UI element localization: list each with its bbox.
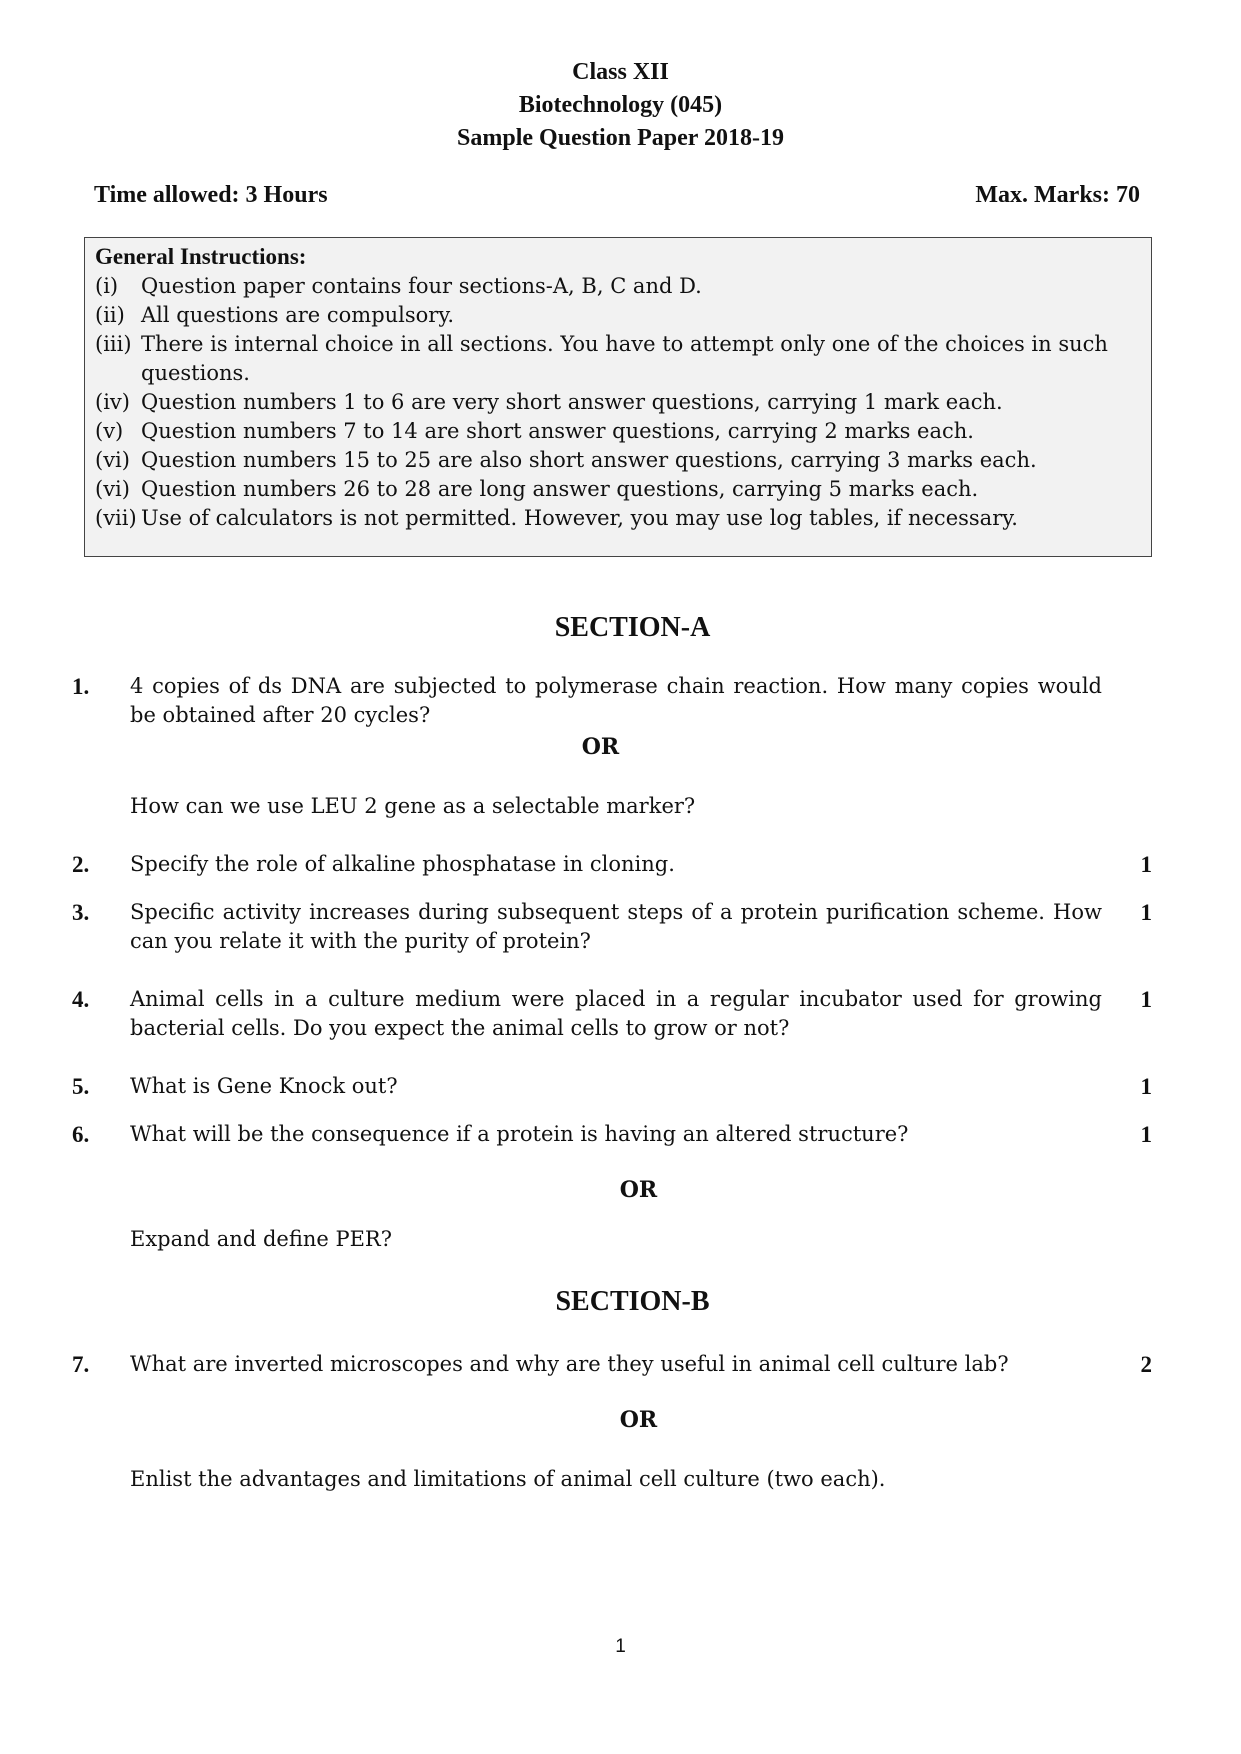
class-title: Class XII (572, 59, 669, 85)
question-marks (1102, 672, 1152, 730)
question-number: 5. (72, 1074, 90, 1099)
question-2 (72, 850, 1152, 879)
question-number: 3. (72, 900, 90, 925)
question-text: Animal cells in a culture medium were placed in a regular incubator used for growing bacterial cells. Do you expect the animal cells to grow or not? (130, 987, 1102, 1040)
instruction-text: Question paper contains four sections-A, B, C and D. (141, 274, 702, 298)
instruction-item (95, 388, 1141, 417)
instruction-number: (v) (95, 419, 124, 443)
question-4 (72, 985, 1152, 1043)
question-marks: 1 (1140, 852, 1152, 877)
section-a-title: SECTION-A (554, 612, 711, 643)
instruction-item (95, 475, 1141, 504)
question-text: 4 copies of ds DNA are subjected to polymerase chain reaction. How many copies would be obtained after 20 cycles? (130, 674, 1102, 727)
question-number: 4. (72, 987, 90, 1012)
instruction-item (95, 301, 1141, 330)
question-text: Specify the role of alkaline phosphatase in cloning. (130, 852, 675, 876)
question-text: What will be the consequence if a protein is having an altered structure? (130, 1122, 909, 1146)
question-1 (72, 672, 1152, 730)
question-marks: 2 (1140, 1352, 1152, 1377)
alternative-question: Expand and define PER? (130, 1227, 392, 1251)
instruction-number: (iv) (95, 390, 130, 414)
instruction-text: There is internal choice in all sections. You have to attempt only one of the choices in such questions. (141, 332, 1108, 385)
question-text: Specific activity increases during subsequent steps of a protein purification scheme. How can you relate it with the purity of protein? (130, 900, 1102, 953)
instruction-text: Question numbers 7 to 14 are short answer questions, carrying 2 marks each. (141, 419, 974, 443)
instruction-item (95, 446, 1141, 475)
time-allowed: Time allowed: 3 Hours (94, 182, 328, 208)
section-b-title: SECTION-B (555, 1286, 710, 1317)
alternative-question: How can we use LEU 2 gene as a selectable marker? (130, 794, 696, 818)
max-marks: Max. Marks: 70 (975, 182, 1140, 208)
instruction-text: Question numbers 26 to 28 are long answer questions, carrying 5 marks each. (141, 477, 979, 501)
question-3 (72, 898, 1152, 956)
question-number: 1. (72, 674, 90, 699)
instruction-text: Question numbers 1 to 6 are very short answer questions, carrying 1 mark each. (141, 390, 1003, 414)
question-7 (72, 1350, 1152, 1379)
or-separator: OR (619, 1177, 658, 1203)
question-marks: 1 (1140, 987, 1152, 1012)
instructions-title: General Instructions: (95, 244, 307, 269)
instruction-item (95, 417, 1141, 446)
instruction-number: (vi) (95, 477, 130, 501)
question-marks: 1 (1140, 1074, 1152, 1099)
instruction-text: Use of calculators is not permitted. However, you may use log tables, if necessary. (141, 506, 1018, 530)
alternative-question: Enlist the advantages and limitations of animal cell culture (two each). (130, 1467, 886, 1491)
instruction-number: (ii) (95, 303, 125, 327)
question-marks: 1 (1140, 1122, 1152, 1147)
instruction-item (95, 504, 1141, 533)
instruction-number: (vi) (95, 448, 130, 472)
subject-title: Biotechnology (045) (518, 92, 723, 118)
question-5 (72, 1072, 1152, 1101)
instruction-number: (iii) (95, 332, 132, 356)
paper-title: Sample Question Paper 2018-19 (457, 125, 784, 151)
or-separator: OR (581, 734, 620, 760)
instruction-text: All questions are compulsory. (141, 303, 455, 327)
instruction-text: Question numbers 15 to 25 are also short answer questions, carrying 3 marks each. (141, 448, 1037, 472)
question-marks: 1 (1140, 900, 1152, 925)
question-number: 2. (72, 852, 90, 877)
question-text: What is Gene Knock out? (130, 1074, 398, 1098)
paper-meta (94, 182, 1140, 209)
general-instructions-box (84, 237, 1152, 557)
or-separator: OR (619, 1407, 658, 1433)
instruction-item (95, 272, 1141, 301)
question-text: What are inverted microscopes and why are they useful in animal cell culture lab? (130, 1352, 1009, 1376)
page-number: 1 (615, 1636, 626, 1657)
instruction-number: (i) (95, 274, 119, 298)
paper-header (0, 56, 1241, 155)
instruction-number: (vii) (95, 506, 137, 530)
instruction-item (95, 330, 1141, 388)
question-6 (72, 1120, 1152, 1149)
question-number: 7. (72, 1352, 90, 1377)
question-number: 6. (72, 1122, 90, 1147)
